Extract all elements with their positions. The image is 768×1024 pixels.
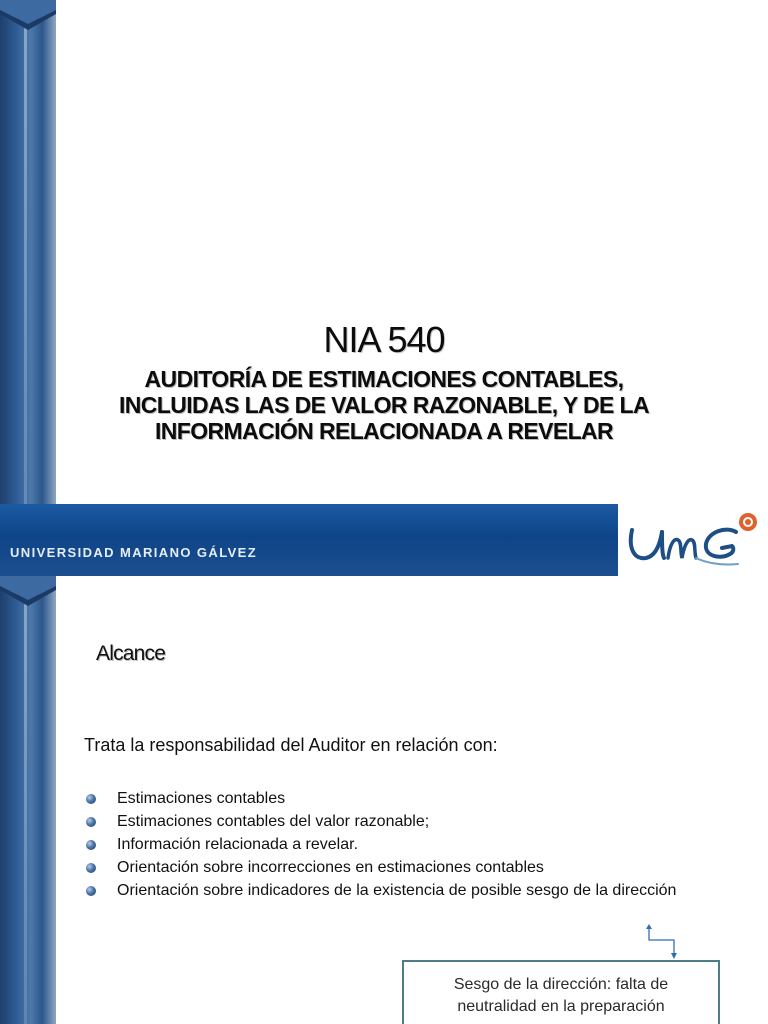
subtitle-line: INCLUIDAS LAS DE VALOR RAZONABLE, Y DE LA <box>119 392 649 418</box>
list-item: Información relacionada a revelar. <box>84 834 734 856</box>
bullet-icon <box>86 840 96 850</box>
bullet-icon <box>86 863 96 873</box>
slide-title: NIA 540 <box>323 319 445 360</box>
list-item: Estimaciones contables del valor razonable; <box>84 811 734 833</box>
university-name: UNIVERSIDAD MARIANO GÁLVEZ <box>10 545 258 560</box>
bullet-list <box>84 788 734 903</box>
chevron-down-icon <box>0 0 56 30</box>
chevron-down-icon <box>0 576 56 606</box>
subtitle-line: INFORMACIÓN RELACIONADA A REVELAR <box>154 418 614 444</box>
connector-arrow-icon <box>640 924 690 960</box>
callout-box <box>402 960 720 1024</box>
bullet-icon <box>86 817 96 827</box>
left-decorative-bar <box>0 576 56 1024</box>
university-banner <box>0 504 618 576</box>
callout-line: neutralidad en la preparación <box>457 998 665 1015</box>
left-decorative-bar <box>0 0 56 576</box>
slide-subtitle <box>80 366 688 444</box>
intro-text: Trata la responsabilidad del Auditor en relación con: <box>84 735 498 755</box>
list-item: Orientación sobre incorrecciones en estimaciones contables <box>84 857 734 879</box>
callout-line: Sesgo de la dirección: falta de <box>453 976 669 993</box>
umg-logo <box>624 508 764 572</box>
subtitle-line: AUDITORÍA DE ESTIMACIONES CONTABLES, <box>144 366 624 392</box>
bullet-icon <box>86 794 96 804</box>
logo-text: UMG <box>624 508 627 509</box>
section-heading: Alcance <box>96 642 166 665</box>
list-item: Orientación sobre indicadores de la existencia de posible sesgo de la dirección <box>84 880 734 902</box>
bullet-icon <box>86 886 96 896</box>
list-item: Estimaciones contables <box>84 788 734 810</box>
title-block <box>80 318 688 444</box>
content-slide <box>0 576 768 1024</box>
